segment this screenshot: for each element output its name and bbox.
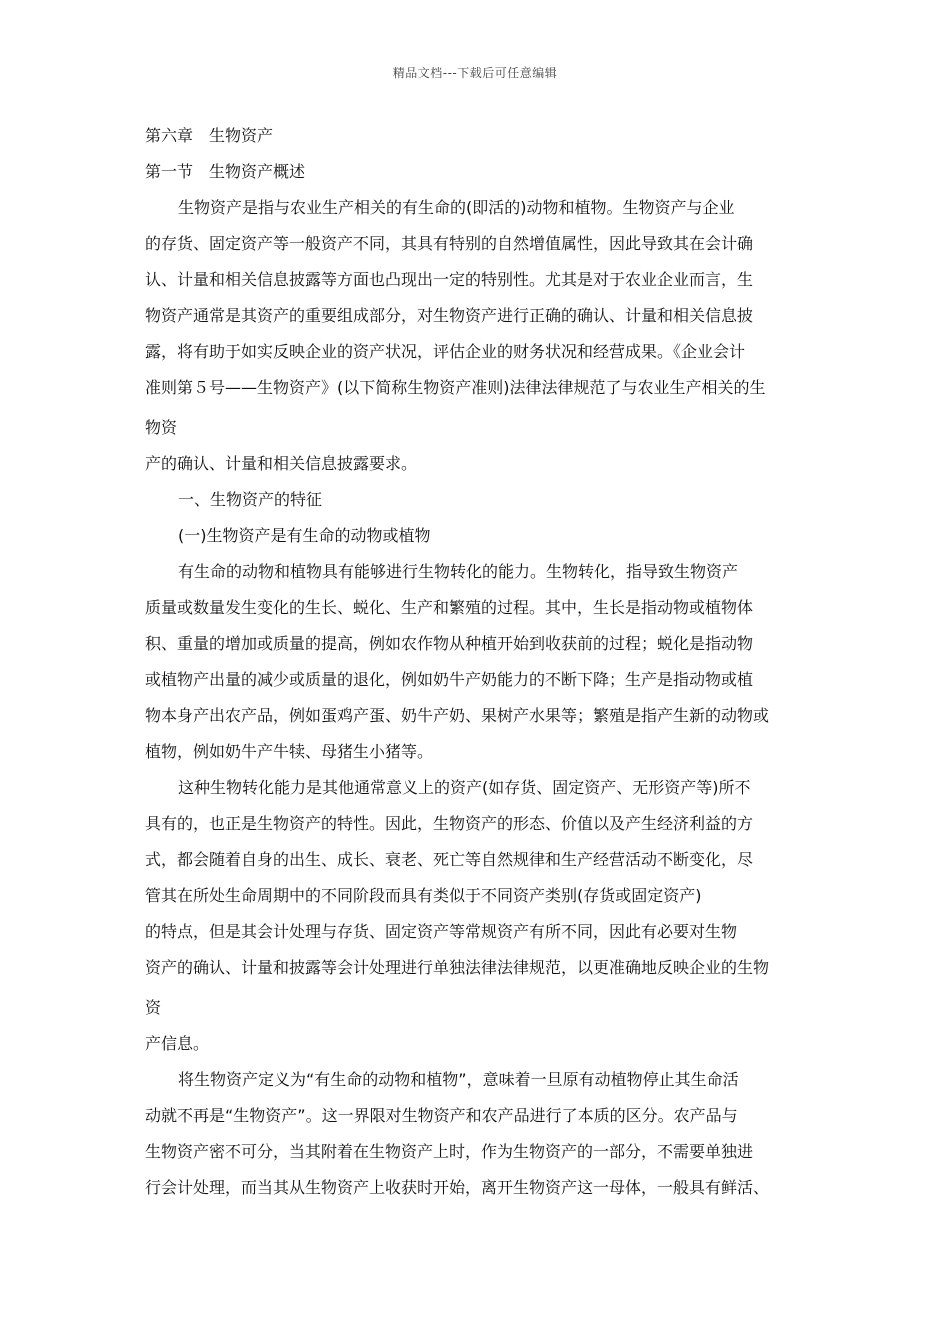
section-title: 第一节 生物资产概述 xyxy=(145,162,306,181)
text-line: 物资产通常是其资产的重要组成部分，对生物资产进行正确的确认、计量和相关信息披 xyxy=(145,306,754,325)
text-line: 具有的，也正是生物资产的特性。因此，生物资产的形态、价值以及产生经济利益的方 xyxy=(145,814,754,833)
text-line: 质量或数量发生变化的生长、蜕化、生产和繁殖的过程。其中，生长是指动物或植物体 xyxy=(145,598,754,617)
text-line: 物资 xyxy=(145,418,178,437)
subheading: 一、生物资产的特征 xyxy=(178,490,323,509)
text-line: 生物资产密不可分，当其附着在生物资产上时，作为生物资产的一部分，不需要单独进 xyxy=(145,1142,754,1161)
text-line: 资产的确认、计量和披露等会计处理进行单独法律法律规范，以更准确地反映企业的生物 xyxy=(145,958,770,977)
text-line: 有生命的动物和植物具有能够进行生物转化的能力。生物转化，指导致生物资产 xyxy=(178,562,739,581)
text-line: 资 xyxy=(145,998,162,1017)
text-line: 露，将有助于如实反映企业的资产状况，评估企业的财务状况和经营成果。《企业会计 xyxy=(145,342,746,361)
text-line: 认、计量和相关信息披露等方面也凸现出一定的特别性。尤其是对于农业企业而言，生 xyxy=(145,270,754,289)
text-line: 生物资产是指与农业生产相关的有生命的(即活的)动物和植物。生物资产与企业 xyxy=(178,198,735,217)
chapter-title: 第六章 生物资产 xyxy=(145,126,274,145)
text-line: 准则第５号——生物资产》(以下简称生物资产准则)法律法律规范了与农业生产相关的生 xyxy=(145,378,766,397)
subheading: (一)生物资产是有生命的动物或植物 xyxy=(178,526,431,545)
text-line: 植物，例如奶牛产牛犊、母猪生小猪等。 xyxy=(145,742,434,761)
text-line: 物本身产出农产品，例如蛋鸡产蛋、奶牛产奶、果树产水果等；繁殖是指产生新的动物或 xyxy=(145,706,770,725)
text-line: 这种生物转化能力是其他通常意义上的资产(如存货、固定资产、无形资产等)所不 xyxy=(178,778,751,797)
text-line: 将生物资产定义为“有生命的动物和植物”，意味着一旦原有动植物停止其生命活 xyxy=(178,1070,739,1089)
text-line: 行会计处理，而当其从生物资产上收获时开始，离开生物资产这一母体，一般具有鲜活、 xyxy=(145,1178,770,1197)
text-line: 式，都会随着自身的出生、成长、衰老、死亡等自然规律和生产经营活动不断变化，尽 xyxy=(145,850,754,869)
text-line: 产信息。 xyxy=(145,1034,210,1053)
text-line: 的特点，但是其会计处理与存货、固定资产等常规资产有所不同，因此有必要对生物 xyxy=(145,922,738,941)
text-line: 管其在所处生命周期中的不同阶段而具有类似于不同资产类别(存货或固定资产) xyxy=(145,886,702,905)
text-line: 积、重量的增加或质量的提高，例如农作物从种植开始到收获前的过程；蜕化是指动物 xyxy=(145,634,754,653)
page-header: 精品文档---下载后可任意编辑 xyxy=(392,66,558,80)
text-line: 产的确认、计量和相关信息披露要求。 xyxy=(145,454,418,473)
text-line: 的存货、固定资产等一般资产不同，其具有特别的自然增值属性，因此导致其在会计确 xyxy=(145,234,754,253)
text-line: 动就不再是“生物资产”。这一界限对生物资产和农产品进行了本质的区分。农产品与 xyxy=(145,1106,738,1125)
text-line: 或植物产出量的减少或质量的退化，例如奶牛产奶能力的不断下降；生产是指动物或植 xyxy=(145,670,754,689)
